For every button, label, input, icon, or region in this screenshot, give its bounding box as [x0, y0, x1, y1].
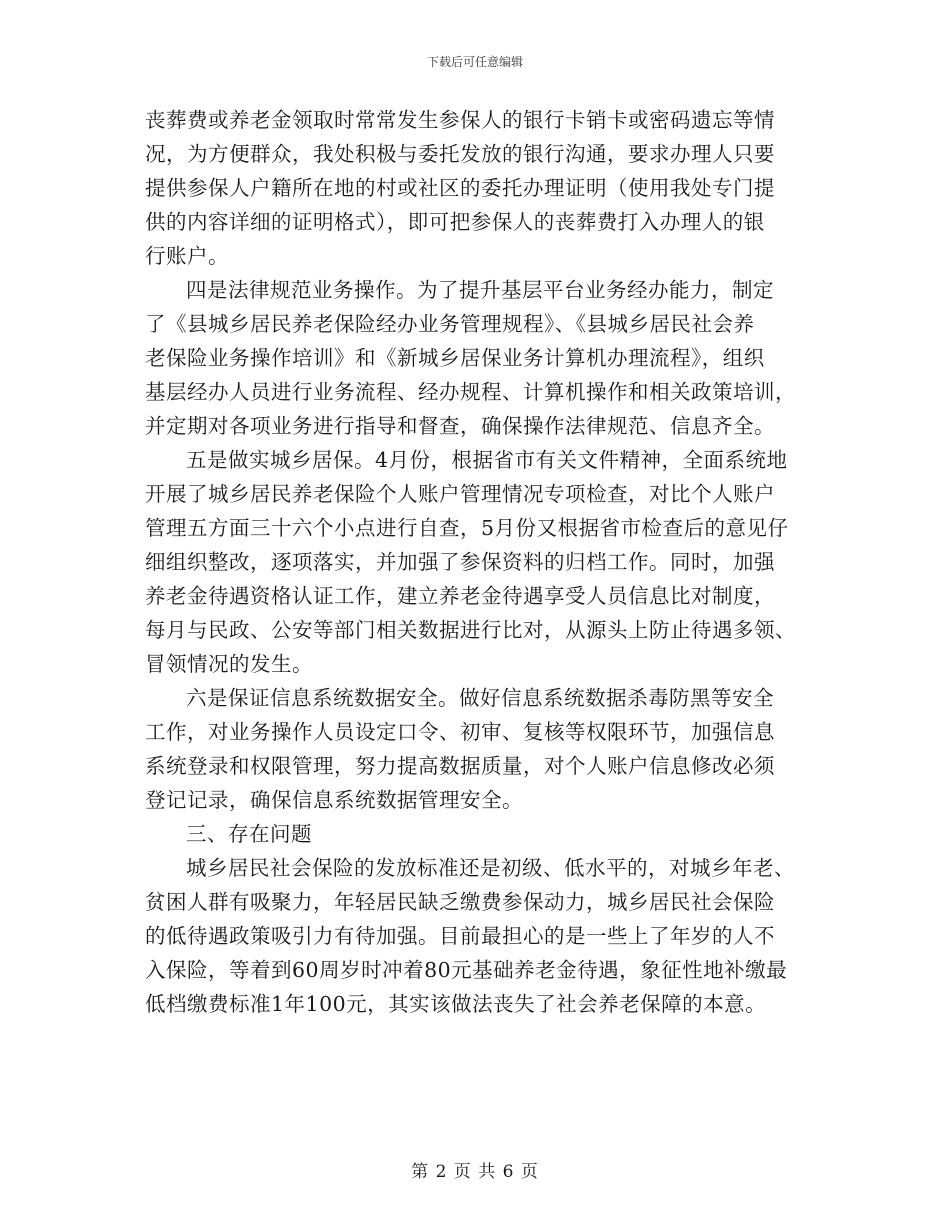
text-line: 贫困人群有吸聚力，年轻居民缺乏缴费参保动力，城乡居民社会保险	[145, 890, 775, 914]
text-line: 系统登录和权限管理，努力提高数据质量，对个人账户信息修改必须	[145, 754, 775, 778]
text-line: 入保险，等着到60周岁时冲着80元基础养老金待遇，象征性地补缴最	[145, 958, 788, 982]
page-number: 第 2 页 共 6 页	[411, 1162, 539, 1182]
page-header: 下载后可任意编辑	[426, 55, 523, 69]
document-body	[145, 103, 805, 1021]
text-line: 三、存在问题	[186, 822, 312, 846]
text-line: 了《县城乡居民养老保险经办业务管理规程》、《县城乡居民社会养	[145, 312, 755, 336]
text-line: 并定期对各项业务进行指导和督查，确保操作法律规范、信息齐全。	[145, 414, 775, 438]
text-line: 城乡居民社会保险的发放标准还是初级、低水平的，对城乡年老、	[186, 856, 795, 880]
text-line: 开展了城乡居民养老保险个人账户管理情况专项检查，对比个人账户	[145, 482, 775, 506]
text-line: 的低待遇政策吸引力有待加强。目前最担心的是一些上了年岁的人不	[145, 924, 775, 948]
text-line: 五是做实城乡居保。4月份，根据省市有关文件精神，全面系统地	[186, 448, 788, 472]
text-line: 登记记录，确保信息系统数据管理安全。	[145, 788, 523, 812]
text-line: 冒领情况的发生。	[145, 652, 313, 676]
text-line: 养老金待遇资格认证工作，建立养老金待遇享受人员信息比对制度，	[145, 584, 775, 608]
text-line: 基层经办人员进行业务流程、经办规程、计算机操作和相关政策培训，	[145, 380, 796, 404]
text-line: 低档缴费标准1年100元，其实该做法丧失了社会养老保障的本意。	[145, 992, 767, 1016]
text-line: 六是保证信息系统数据安全。做好信息系统数据杀毒防黑等安全	[186, 686, 774, 710]
text-line: 行账户。	[145, 244, 229, 268]
text-line: 提供参保人户籍所在地的村或社区的委托办理证明（使用我处专门提	[145, 176, 775, 200]
text-line: 细组织整改，逐项落实，并加强了参保资料的归档工作。同时，加强	[145, 550, 775, 574]
text-line: 老保险业务操作培训》和《新城乡居保业务计算机办理流程》，组织	[145, 346, 765, 370]
text-line: 丧葬费或养老金领取时常常发生参保人的银行卡销卡或密码遗忘等情	[145, 108, 775, 132]
text-line: 供的内容详细的证明格式），即可把参保人的丧葬费打入办理人的银	[145, 210, 765, 234]
text-line: 况，为方便群众，我处积极与委托发放的银行沟通，要求办理人只要	[145, 142, 775, 166]
text-line: 四是法律规范业务操作。为了提升基层平台业务经办能力，制定	[186, 278, 774, 302]
text-line: 管理五方面三十六个小点进行自查，5月份又根据省市检查后的意见仔	[145, 516, 789, 540]
text-line: 每月与民政、公安等部门相关数据进行比对，从源头上防止待遇多领、	[145, 618, 796, 642]
text-line: 工作，对业务操作人员设定口令、初审、复核等权限环节，加强信息	[145, 720, 775, 744]
